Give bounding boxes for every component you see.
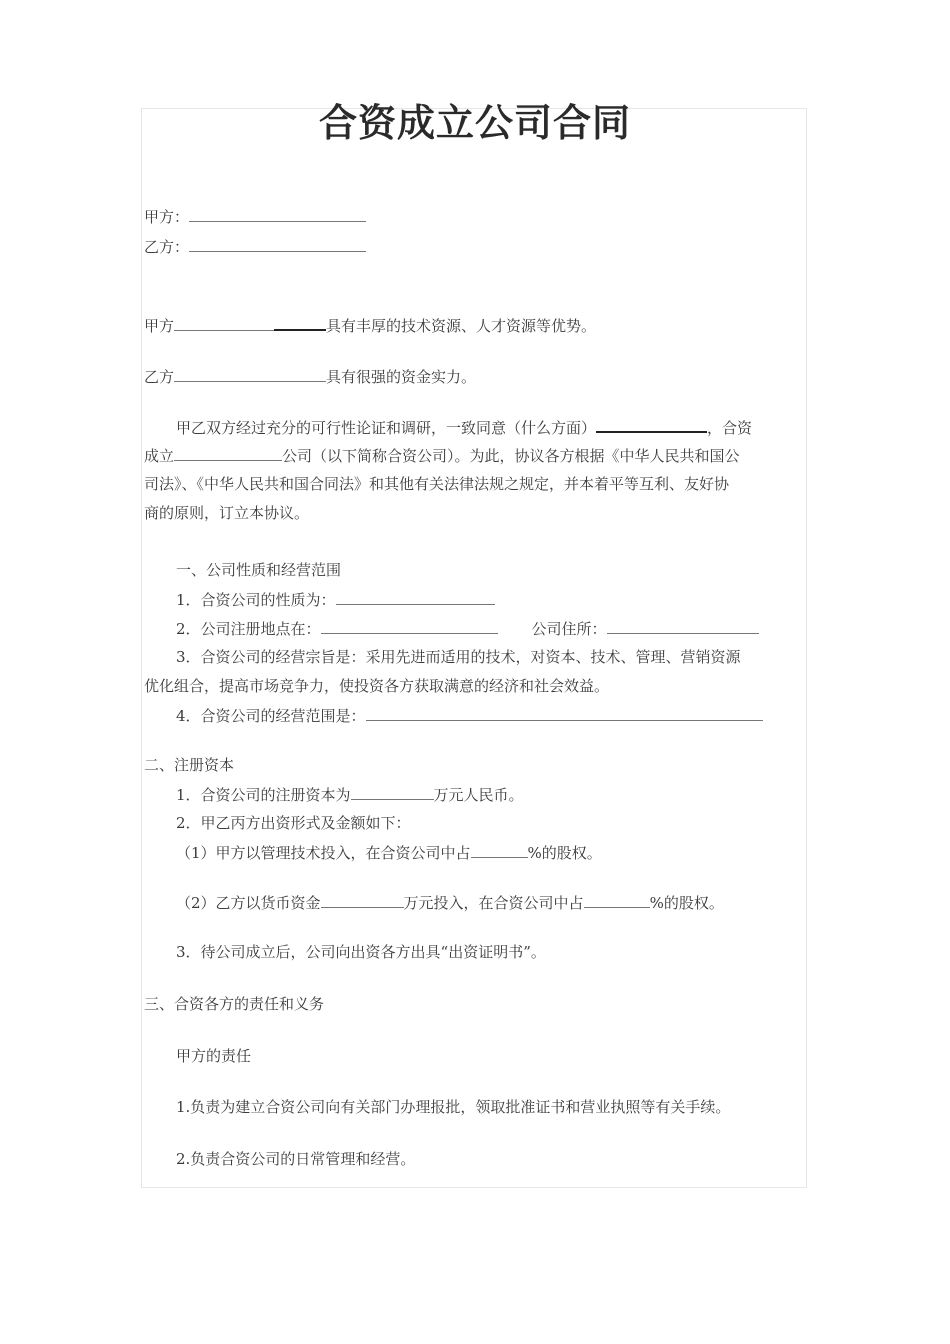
p1-line1-b: ，合资 [707,419,753,437]
intro-p1-line3: 司法》、《中华人民共和国合同法》和其他有关法律法规之规定，并本着平等互利、友好协 [144,475,730,493]
section3-item2: 2.负责合资公司的日常管理和经营。 [176,1150,416,1168]
s1-location-blank[interactable] [321,618,498,634]
p1-company-blank[interactable] [174,445,282,461]
party-a-label: 甲方： [144,208,190,226]
party-a-line [144,206,366,227]
p1-aspect-blank[interactable] [596,416,707,433]
intro-a-prefix: 甲方 [144,317,175,335]
s1-item4-text: 4．合资公司的经营范围是： [176,707,366,725]
section2-heading: 二、注册资本 [144,756,235,774]
party-b-blank[interactable] [189,236,366,252]
document-title: 合资成立公司合同 [318,101,631,145]
s2-sub2-c: %的股权。 [649,894,724,912]
section3-subheading: 甲方的责任 [176,1047,252,1065]
s2-a-share-blank[interactable] [471,842,528,858]
intro-party-a [144,314,596,336]
section1-item1 [176,589,495,610]
s1-address-blank[interactable] [607,618,759,634]
p1-line2-b: 公司（以下简称合资公司）。为此，协议各方根据《中华人民共和国公 [282,447,740,465]
intro-p1-line2 [144,445,740,466]
section3-item1: 1.负责为建立合资公司向有关部门办理报批，领取批准证书和营业执照等有关手续。 [176,1098,731,1116]
intro-b-prefix: 乙方 [144,368,175,386]
intro-p1-line4: 商的原则，订立本协议。 [144,504,310,522]
section1-item2 [176,618,759,639]
s2-sub1-a: （1）甲方以管理技术投入，在合资公司中占 [176,844,471,862]
s2-b-share-blank[interactable] [584,892,650,908]
intro-a-blank[interactable] [174,315,274,331]
party-a-blank[interactable] [189,206,366,222]
s2-capital-blank[interactable] [351,784,434,800]
intro-b-suffix: 具有很强的资金实力。 [326,368,477,386]
p1-line1-a: 甲乙双方经过充分的可行性论证和调研，一致同意（什么方面） [176,419,597,437]
section2-item1 [176,784,524,805]
section2-item3: 3．待公司成立后，公司向出资各方出具“出资证明书”。 [176,943,546,961]
section2-sub1 [176,842,602,863]
section1-heading: 一、公司性质和经营范围 [176,561,342,579]
s2-b-funds-blank[interactable] [321,892,404,908]
party-b-line [144,236,366,257]
s1-item2a-text: 2．公司注册地点在： [176,620,321,638]
s2-item1-a: 1．合资公司的注册资本为 [176,786,351,804]
section2-item2: 2．甲乙丙方出资形式及金额如下： [176,814,411,832]
intro-a-suffix: 具有丰厚的技术资源、人才资源等优势。 [326,317,597,335]
section1-item3-line1: 3．合资公司的经营宗旨是：采用先进而适用的技术，对资本、技术、管理、营销资源 [176,648,741,666]
s2-sub1-b: %的股权。 [527,844,602,862]
section1-item3-line2: 优化组合，提高市场竞争力，使投资各方获取满意的经济和社会效益。 [144,677,610,695]
section3-heading: 三、合资各方的责任和义务 [144,995,325,1013]
intro-party-b [144,366,476,387]
section1-item4 [176,705,763,726]
s2-sub2-a: （2）乙方以货币资金 [176,894,321,912]
s1-scope-blank[interactable] [366,705,763,721]
s1-item2b-text: 公司住所： [531,620,607,638]
section2-sub2 [176,892,724,913]
intro-p1-line1 [176,416,752,438]
s2-sub2-b: 万元投入，在合资公司中占 [403,894,584,912]
intro-b-blank[interactable] [174,366,326,382]
s1-item1-text: 1．合资公司的性质为： [176,591,336,609]
p1-line2-a: 成立 [144,447,175,465]
s1-nature-blank[interactable] [336,589,495,605]
s2-item1-b: 万元人民币。 [433,786,524,804]
party-b-label: 乙方： [144,238,190,256]
intro-a-blank-bold[interactable] [274,314,326,331]
